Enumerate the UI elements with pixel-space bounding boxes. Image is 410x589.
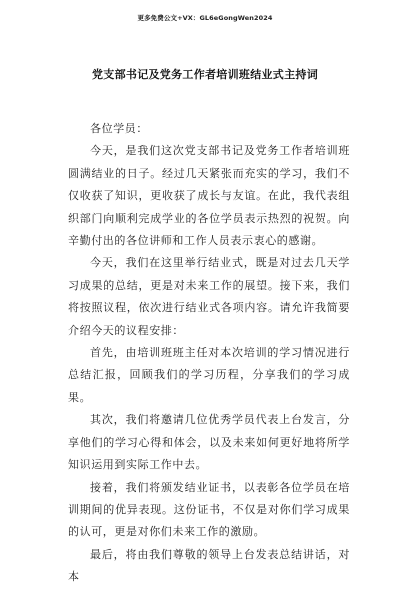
- paragraph-second: 其次，我们将邀请几位优秀学员代表上台发言，分享他们的学习心得和体会，以及未来如何更好地将所学知识运用到实际工作中去。: [68, 413, 350, 472]
- paragraph-last: 最后，将由我们尊敬的领导上台发表总结讲话，对本: [68, 547, 350, 584]
- salutation: 各位学员：: [90, 122, 148, 135]
- paragraph-agenda-intro: 今天，我们在这里举行结业式，既是对过去几天学习成果的总结，更是对未来工作的展望。接下来，我们将按照议程，依次进行结业式各项内容。请允许我简要介绍今天的议程安排：: [68, 256, 350, 337]
- document-body: [68, 118, 350, 589]
- paragraph-first: 首先，由培训班班主任对本次培训的学习情况进行总结汇报，回顾我们的学习历程，分享我们的学习成果。: [68, 346, 350, 404]
- paragraph-third: 接着，我们将颁发结业证书，以表彰各位学员在培训期间的优异表现。这份证书，不仅是对你们学习成果的认可，更是对你们未来工作的激励。: [68, 480, 350, 539]
- document-title: 党支部书记及党务工作者培训班结业式主持词: [92, 68, 318, 81]
- header-note: 更多免费公文+VX：GL6eGongWen2024: [137, 14, 273, 22]
- paragraph-opening: 今天，是我们这次党支部书记及党务工作者培训班圆满结业的日子。经过几天紧张而充实的学习，我们不仅收获了知识，更收获了成长与友谊。在此，我代表组织部门向顺利完成学业的各位学员表示热烈的祝贺。向辛勤付出的各位讲师和工作人员表示衷心的感谢。: [68, 144, 350, 248]
